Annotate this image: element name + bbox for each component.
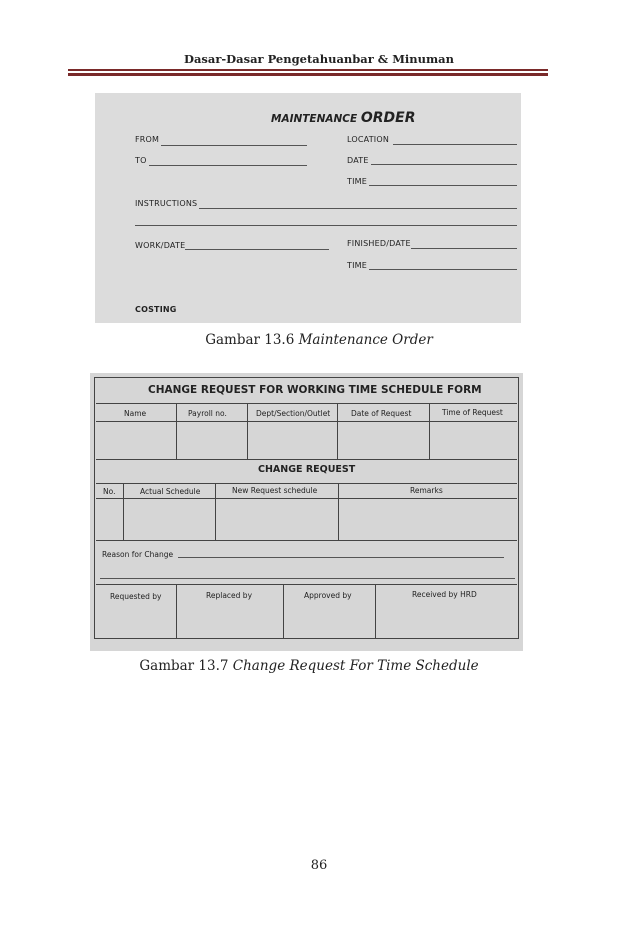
- sig-received-hrd: Received by HRD: [412, 590, 477, 599]
- change-request-title: CHANGE REQUEST: [258, 464, 356, 475]
- col-divider: [247, 403, 248, 459]
- header-time-request: Time of Request: [442, 408, 503, 417]
- time2-label: TIME: [347, 261, 368, 270]
- time-line: [369, 185, 517, 186]
- form-title: CHANGE REQUEST FOR WORKING TIME SCHEDULE FORM: [148, 384, 482, 396]
- col-divider: [123, 483, 124, 540]
- date-line: [371, 164, 517, 165]
- maintenance-order-title: MAINTENANCE ORDER: [271, 110, 416, 126]
- running-header: Dasar-Dasar Pengetahuanbar & Minuman: [183, 52, 454, 66]
- location-line: [393, 144, 517, 145]
- col-divider: [375, 584, 376, 639]
- col-actual-schedule: Actual Schedule: [140, 487, 201, 496]
- from-label: FROM: [135, 135, 160, 144]
- row-divider: [96, 540, 517, 541]
- col-divider: [429, 403, 430, 459]
- work-date-line: [185, 249, 329, 250]
- row-divider: [96, 421, 517, 422]
- from-line: [161, 145, 307, 146]
- sig-requested-by: Requested by: [110, 592, 162, 601]
- costing-label: COSTING: [135, 305, 177, 314]
- row-divider: [96, 584, 517, 585]
- time-label: TIME: [347, 177, 368, 186]
- row-divider: [96, 403, 517, 404]
- header-payroll: Payroll no.: [188, 409, 227, 418]
- work-date-label: WORK/DATE: [135, 241, 186, 250]
- date-label: DATE: [347, 156, 369, 165]
- instructions-line-2: [135, 225, 517, 226]
- row-divider: [96, 483, 517, 484]
- col-divider: [337, 403, 338, 459]
- time2-line: [369, 269, 517, 270]
- figure1-caption: Gambar 13.6 Maintenance Order: [205, 332, 433, 348]
- col-no: No.: [103, 487, 116, 496]
- to-label: TO: [135, 156, 147, 165]
- col-divider: [338, 483, 339, 540]
- col-divider: [283, 584, 284, 639]
- col-divider: [176, 584, 177, 639]
- reason-line-2: [100, 578, 515, 579]
- row-divider: [96, 459, 517, 460]
- page-number: 86: [310, 858, 328, 873]
- to-line: [149, 165, 307, 166]
- finished-date-label: FINISHED/DATE: [347, 239, 411, 248]
- location-label: LOCATION: [347, 135, 390, 144]
- sig-approved-by: Approved by: [304, 591, 352, 600]
- header-rule: [68, 69, 548, 71]
- header-rule-thick: [68, 73, 548, 76]
- reason-label: Reason for Change: [102, 550, 174, 559]
- header-name: Name: [124, 409, 147, 418]
- reason-line: [178, 557, 504, 558]
- finished-date-line: [411, 248, 517, 249]
- header-dept: Dept/Section/Outlet: [256, 409, 331, 418]
- figure2-caption: Gambar 13.7 Change Request For Time Schedule: [139, 658, 479, 674]
- instructions-line: [199, 208, 517, 209]
- header-date-request: Date of Request: [351, 409, 412, 418]
- instructions-label: INSTRUCTIONS: [135, 199, 198, 208]
- col-divider: [215, 483, 216, 540]
- col-remarks: Remarks: [410, 486, 443, 495]
- maintenance-order-image: [95, 93, 521, 323]
- row-divider: [96, 498, 517, 499]
- change-request-form-image: [90, 373, 523, 651]
- col-new-request: New Request schedule: [232, 486, 318, 495]
- col-divider: [176, 403, 177, 459]
- sig-replaced-by: Replaced by: [206, 591, 253, 600]
